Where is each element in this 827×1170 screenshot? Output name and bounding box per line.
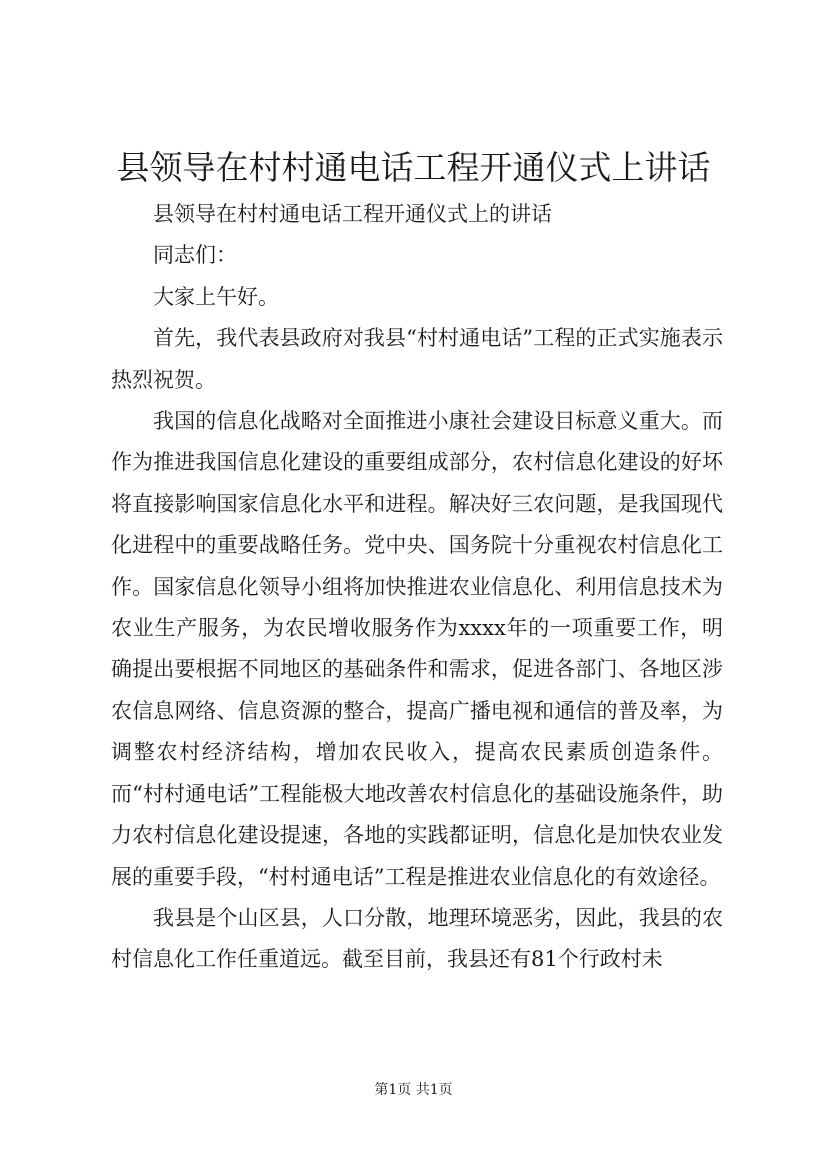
paragraph-greeting: 大家上午好。 (153, 284, 279, 309)
paragraph-strategy: 我国的信息化战略对全面推进小康社会建设目标意义重大。而作为推进我国信息化建设的重要组成部分，农村信息化建设的好坏将直接影响国家信息化水平和进程。解决好三农问题，是我国现代化进程中的重要战略任务。党中央、国务院十分重视农村信息化工作。国家信息化领导小组将加快推进农业信息化、利用信息技术为农业生产服务，为农民增收服务作为xxxx年的一项重要工作，明确提出要根据不同地区的基础条件和需求，促进各部门、各地区涉农信息网络、信息资源的整合，提高广播电视和通信的普及率，为调整农村经济结构，增加农民收入，提高农民素质创造条件。而“村村通电话”工程能极大地改善农村信息化的基础设施条件，助力农村信息化建设提速，各地的实践都证明，信息化是加快农业发展的重要手段，“村村通电话”工程是推进农业信息化的有效途径。 (111, 409, 723, 889)
paragraph-county: 我县是个山区县，人口分散，地理环境恶劣，因此，我县的农村信息化工作任重道远。截至目前，我县还有81个行政村未 (111, 905, 723, 972)
paragraph-salutation: 同志们： (153, 243, 237, 268)
paragraph-subtitle: 县领导在村村通电话工程开通仪式上的讲话 (153, 202, 552, 226)
document-body (111, 194, 723, 981)
page-footer: 第1页 共1页 (374, 1082, 453, 1098)
paragraph-congratulation: 首先，我代表县政府对我县“村村通电话”工程的正式实施表示热烈祝贺。 (111, 326, 723, 392)
document-title: 县领导在村村通电话工程开通仪式上讲话 (116, 148, 711, 187)
